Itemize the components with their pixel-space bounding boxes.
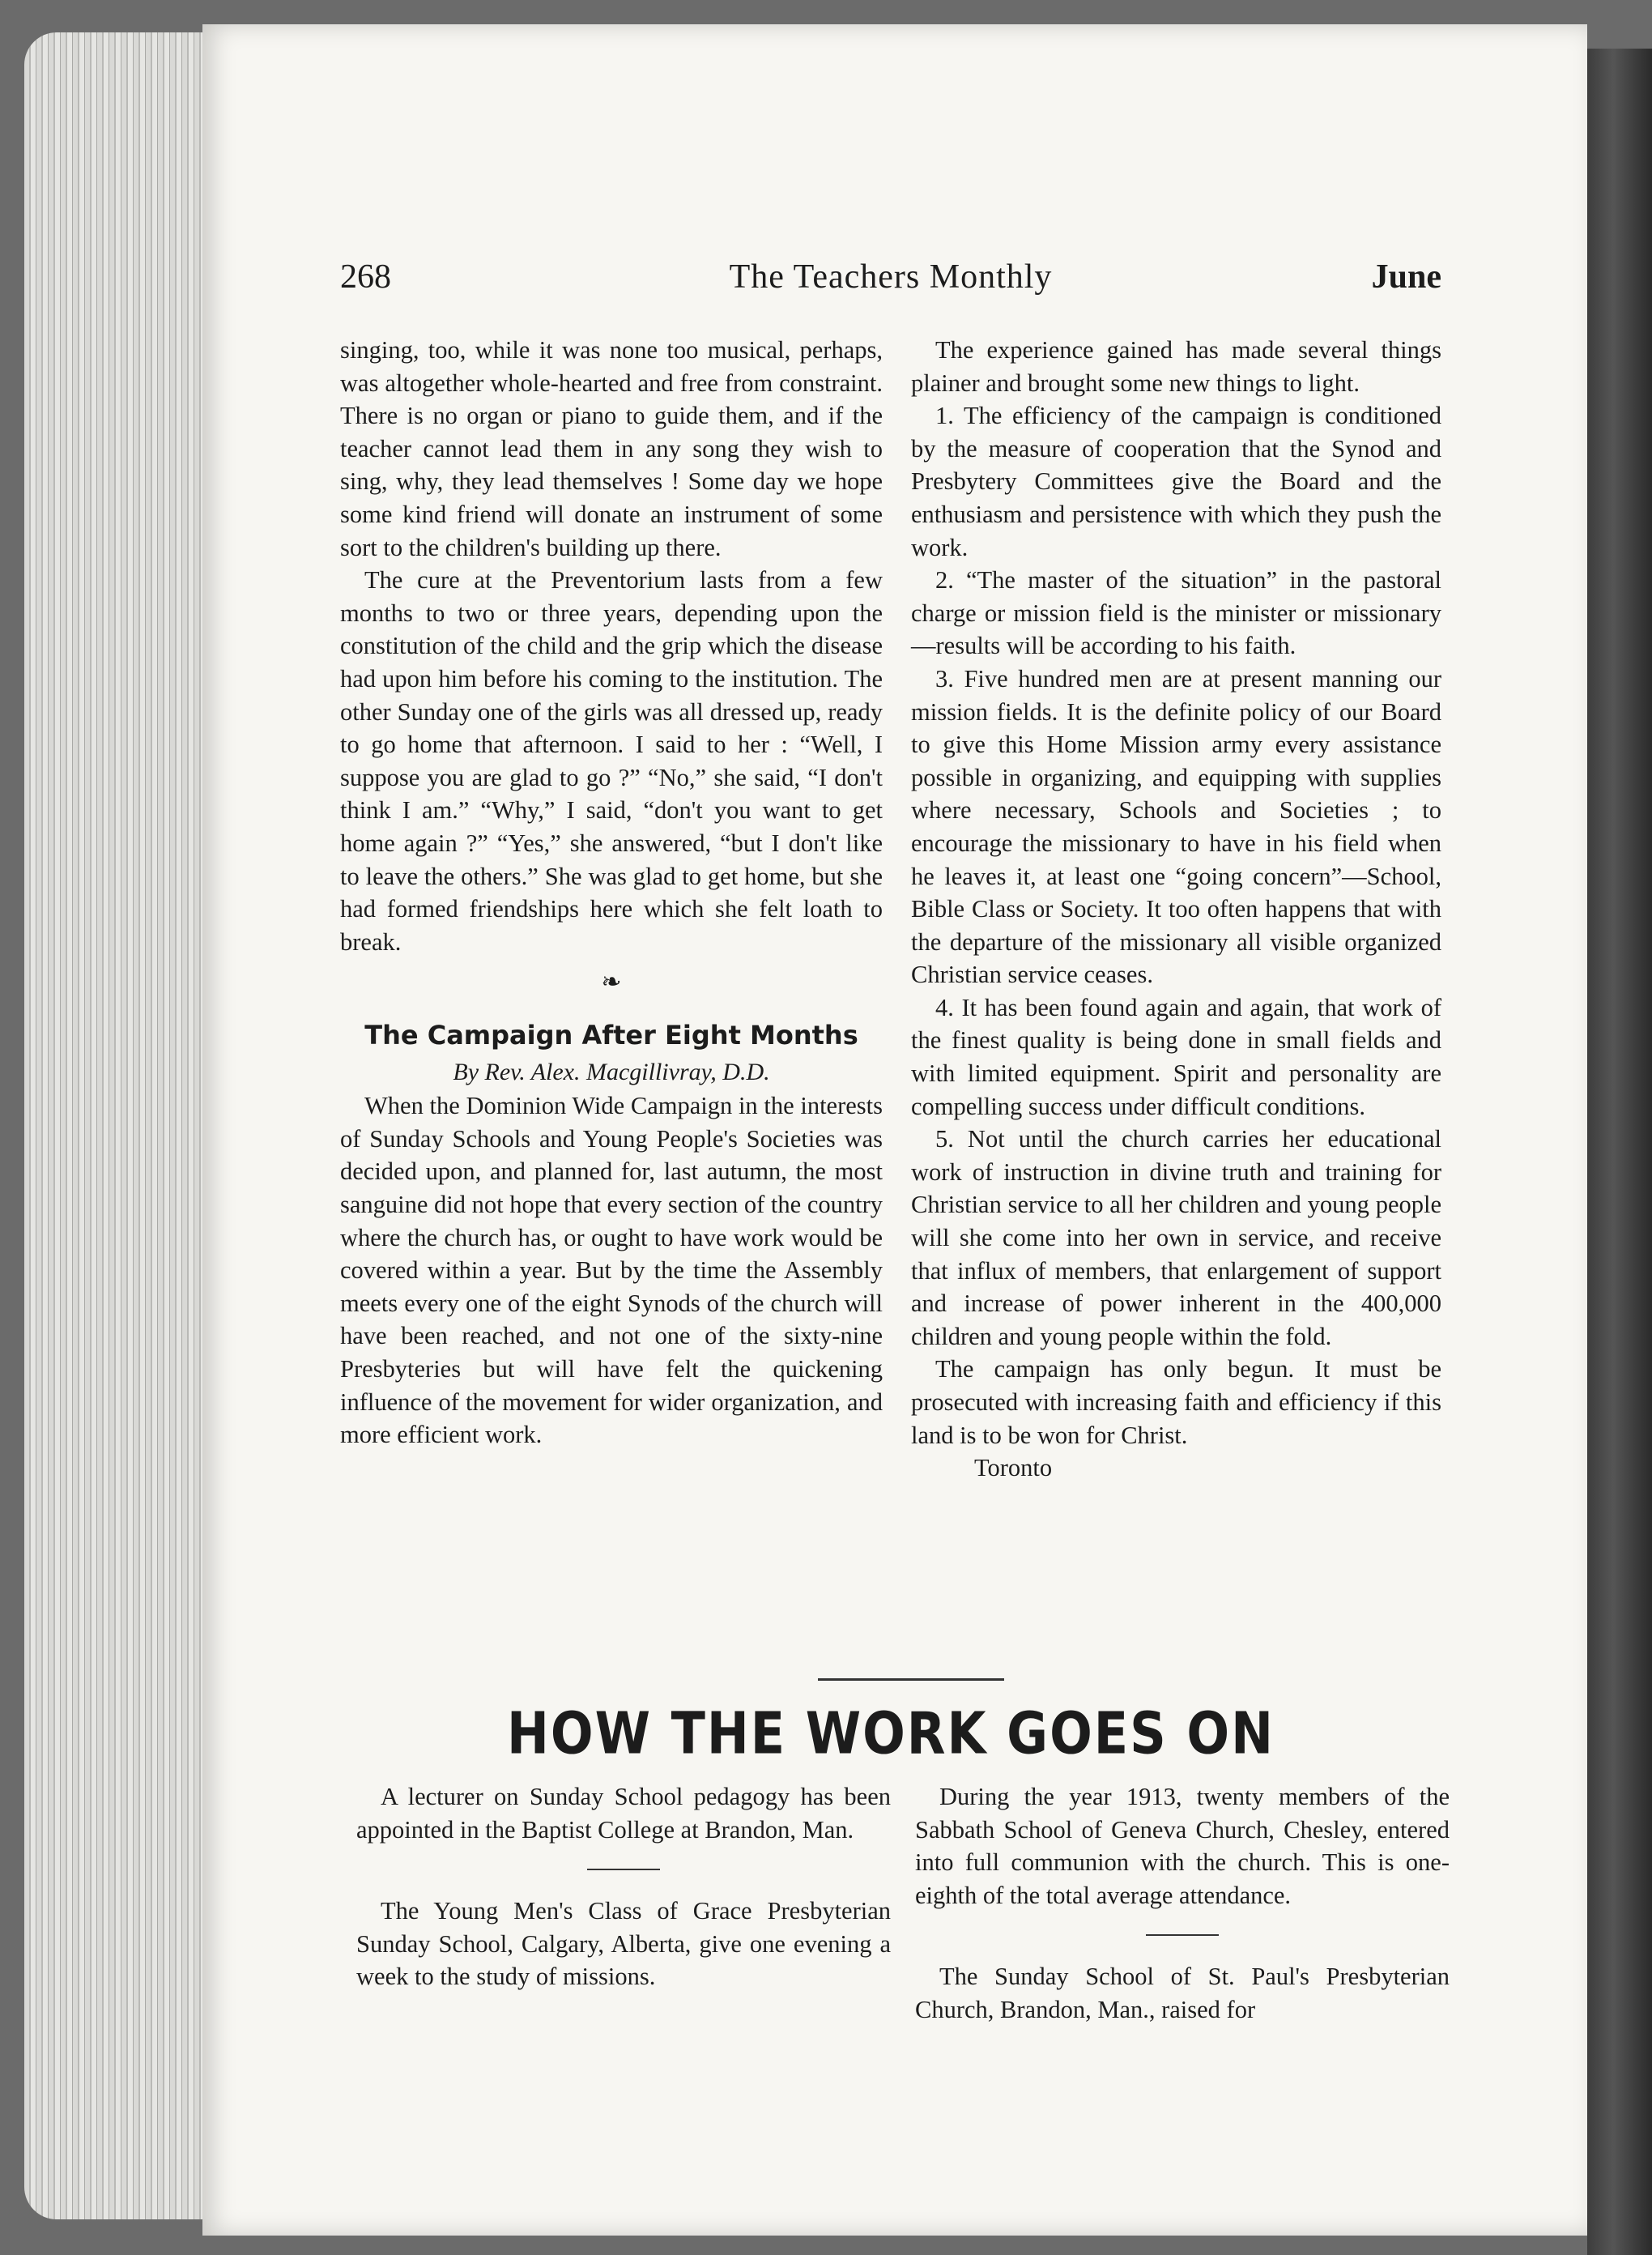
paragraph: singing, too, while it was none too musical, perhaps, was altogether whole-hearted and free from constraint. There is no organ or piano to guide them, and if the teacher cannot lead them in any song they wish to sing, why, they lead themselves ! Some day we hope some kind friend will donate an instrument of some sort to the children's building up there. — [340, 336, 883, 561]
running-head — [340, 258, 1441, 306]
journal-title: The Teachers Monthly — [729, 258, 1053, 296]
news-item: During the year 1913, twenty members of the Sabbath School of Geneva Church, Chesley, entered into full communion with the church. This is one-eighth of the total average attendance. — [915, 1783, 1450, 1909]
binding-shadow — [1587, 49, 1652, 2255]
article-byline: By Rev. Alex. Macgillivray, D.D. — [453, 1059, 770, 1086]
news-item: A lecturer on Sunday School pedagogy has been appointed in the Baptist College at Brandon, Man. — [356, 1783, 891, 1844]
item-divider — [587, 1869, 660, 1870]
news-item: The Young Men's Class of Grace Presbyterian Sunday School, Calgary, Alberta, give one evening a week to the study of missions. — [356, 1897, 891, 1991]
paragraph: The campaign has only begun. It must be prosecuted with increasing faith and efficiency if this land is to be won for Christ. — [911, 1355, 1441, 1449]
paragraph: When the Dominion Wide Campaign in the interests of Sunday Schools and Young People's Societies was decided upon, and planned for, last autumn, the most sanguine did not hope that every section of the country where the church has, or ought to have work would be covered within a year. But by the time the Assembly meets every one of the eight Synods of the church will have been reached, and not one of the sixty-nine Presbyteries but will have felt the quickening influence of the movement for wider organization, and more efficient work. — [340, 1092, 883, 1449]
paragraph: 3. Five hundred men are at present manning our mission fields. It is the definite policy of our Board to give this Home Mission army every assistance possible in organizing, and equipping with supplies where necessary, Schools and Societies ; to encourage the missionary to have in his field when he leaves it, at least one “going concern”—School, Bible Class or Society. It too often happens that with the departure of the missionary all visible organized Christian service ceases. — [911, 664, 1441, 989]
paragraph: The cure at the Preventorium lasts from a few months to two or three years, depending upon the constitution of the child and the grip which the disease had upon him before his coming to the institution. The other Sunday one of the girls was all dressed up, ready to go home that afternoon. I said to her : “Well, I suppose you are glad to go ?” “No,” she said, “I don't think I am.” “Why,” I said, “don't you want to get home again ?” “Yes,” she answered, “but I don't like to leave the others.” She was glad to get home, but she had formed friendships here which she felt loath to break. — [340, 566, 883, 956]
right-column — [911, 334, 1441, 1485]
section-divider — [818, 1678, 1004, 1681]
paragraph: The experience gained has made several things plainer and brought some new things to light. — [911, 336, 1441, 397]
page-number: 268 — [340, 258, 391, 296]
section-right-column — [915, 1780, 1450, 2027]
item-divider — [1146, 1934, 1219, 1936]
paragraph: 4. It has been found again and again, that work of the finest quality is being done in small fields and with limited equipment. Spirit and personality are compelling success under difficult conditions. — [911, 993, 1441, 1120]
sign-off: Toronto — [974, 1454, 1053, 1482]
section-left-column — [356, 1780, 891, 1993]
book-page-edges — [24, 32, 211, 2219]
paragraph: 5. Not until the church carries her educational work of instruction in divine truth and training for Christian service to all her children and young people will she come into her own in service, and receive that influx of members, that enlargement of support and increase of power inherent in the 400,000 children and young people within the fold. — [911, 1125, 1441, 1350]
section-heading: HOW THE WORK GOES ON — [507, 1699, 1275, 1767]
ornament-icon: ❧ — [601, 969, 622, 996]
paragraph: 1. The efficiency of the campaign is conditioned by the measure of cooperation that the Synod and Presbytery Committees give the Board and the enthusiasm and persistence with which they push the work. — [911, 402, 1441, 561]
paragraph: 2. “The master of the situation” in the pastoral charge or mission field is the minister or missionary—results will be according to his faith. — [911, 566, 1441, 660]
article-title: The Campaign After Eight Months — [364, 1020, 858, 1051]
news-item: The Sunday School of St. Paul's Presbyterian Church, Brandon, Man., raised for — [915, 1963, 1450, 2023]
issue-month: June — [1371, 258, 1441, 296]
left-column — [340, 334, 883, 1451]
